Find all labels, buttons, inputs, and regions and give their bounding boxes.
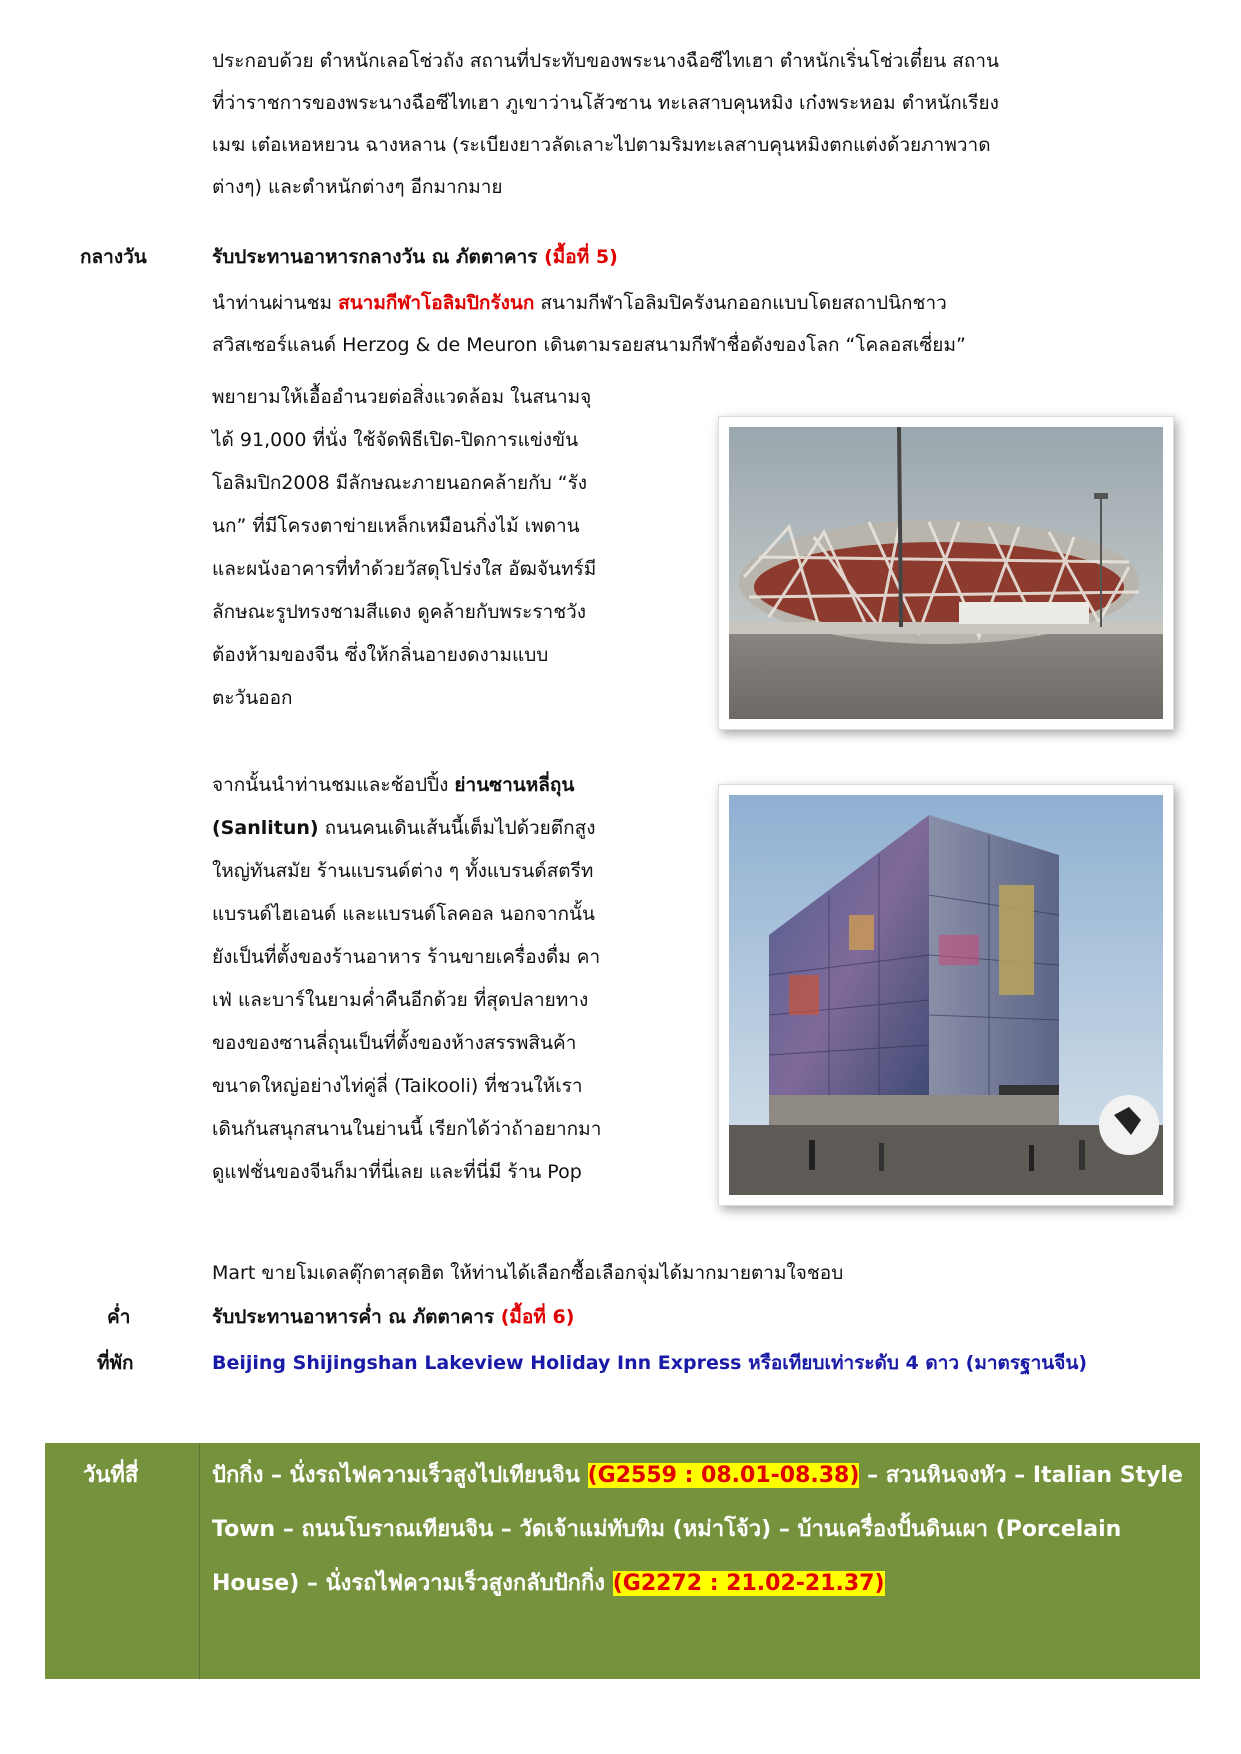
hotel-text: Beijing Shijingshan Lakeview Holiday Inn Express หรือเทียบเท่าระดับ 4 ดาว (มาตรฐานจีน): [212, 1352, 1088, 1374]
train-time-return: (G2272 : 21.02-21.37): [612, 1571, 885, 1596]
lunch-description: รับประทานอาหารกลางวัน ณ ภัตตาคาร: [212, 246, 538, 268]
dinner-description: รับประทานอาหารค่ำ ณ ภัตตาคาร: [212, 1306, 495, 1328]
dinner-meal-number: (มื้อที่ 6): [500, 1306, 575, 1328]
sanlitun-image: [729, 795, 1163, 1195]
stadium-wrap-line: นก” ที่มีโครงตาข่ายเหล็กเหมือนกิ่งไม้ เพดาน: [212, 515, 580, 537]
day-four-itinerary: [200, 1443, 1200, 1679]
sanlitun-line-2: [212, 807, 692, 850]
stadium-wrap-line: ตะวันออก: [212, 687, 293, 709]
intro-paragraph: [212, 40, 1192, 208]
sanlitun-line-1: [212, 764, 692, 807]
lunch-meal-number: (มื้อที่ 5): [544, 246, 618, 268]
day-four-part-2: – สวนหินจงหัว – Italian Style Town – ถนนโบราณเทียนจิน – วัดเจ้าแม่ทับทิม (หม่าโจ้ว) – บ้านเครื่องปั้นดินเผา (Porcelain House) – นั่งรถไฟความเร็วสูงกลับปักกิ่ง: [212, 1463, 1183, 1596]
day-four-label: วันที่สี่: [45, 1443, 200, 1679]
stadium-line1-pre: นำท่านผ่านชม: [212, 292, 339, 314]
sanlitun-building-photo: [718, 784, 1174, 1206]
stadium-wrap-line: ต้องห้ามของจีน ซึ่งให้กลิ่นอายงดงามแบบ: [212, 644, 549, 666]
stadium-line-2: สวิสเซอร์แลนด์ Herzog & de Meuron เดินตามรอยสนามกีฬาชื่อดังของโลก “โคลอสเซี่ยม”: [212, 334, 966, 356]
intro-line: เมฆ เต๋อเหอหยวน ฉางหลาน (ระเบียงยาวลัดเลาะไปตามริมทะเลสาบคุนหมิงตกแต่งด้วยภาพวาด: [212, 134, 991, 156]
intro-line: ประกอบด้วย ตำหนักเลอโช่วถัง สถานที่ประทับของพระนางฉือซีไทเฮา ตำหนักเริ่นโช่วเตี๋ยน สถาน: [212, 50, 1000, 72]
stadium-line-1: [212, 282, 1192, 324]
dinner-text: [212, 1296, 1192, 1338]
sanlitun-last-line: Mart ขายโมเดลตุ๊กตาสุดฮิต ให้ท่านได้เลือกซื้อเลือกจุ่มได้มากมายตามใจชอบ: [212, 1262, 844, 1284]
sanlitun-wrap-line: เดินกันสนุกสนานในย่านนี้ เรียกได้ว่าถ้าอยากมา: [212, 1118, 602, 1140]
stadium-intro: [212, 282, 1192, 366]
stadium-line1-post: สนามกีฬาโอลิมปิครังนกออกแบบโดยสถาปนิกชาว: [534, 292, 947, 314]
sanlitun-wrap-line: ของของซานลี่ถุนเป็นที่ตั้งของห้างสรรพสินค้า: [212, 1032, 577, 1054]
stadium-image: [729, 427, 1163, 719]
sanlitun-wrap-line: ใหญ่ทันสมัย ร้านแบรนด์ต่าง ๆ ทั้งแบรนด์สตรีท: [212, 860, 594, 882]
stadium-wrap-line: ได้ 91,000 ที่นั่ง ใช้จัดพิธีเปิด-ปิดการแข่งขัน: [212, 429, 579, 451]
sanlitun-wrap-line: ขนาดใหญ่อย่างไท่คู่ลี่ (Taikooli) ที่ชวนให้เรา: [212, 1075, 583, 1097]
stadium-wrap-line: โอลิมปิก2008 มีลักษณะภายนอกคล้ายกับ “รัง: [212, 472, 588, 494]
sanlitun-name: ย่านซานหลี่ถุน: [454, 774, 575, 796]
sanlitun-english-name: (Sanlitun): [212, 817, 319, 839]
sanlitun-line2-post: ถนนคนเดินเส้นนี้เต็มไปด้วยตึกสูง: [318, 817, 596, 839]
sanlitun-description: [212, 764, 692, 1194]
hotel-label: ที่พัก: [97, 1352, 134, 1374]
sanlitun-wrap-line: ยังเป็นที่ตั้งของร้านอาหาร ร้านขายเครื่องดื่ม คา: [212, 946, 601, 968]
day-four-part-1: ปักกิ่ง – นั่งรถไฟความเร็วสูงไปเทียนจิน: [212, 1463, 588, 1488]
sanlitun-wrap-line: แบรนด์ไฮเอนด์ และแบรนด์โลคอล นอกจากนั้น: [212, 903, 596, 925]
lunch-text: [212, 236, 1192, 278]
lunch-label: กลางวัน: [80, 246, 147, 268]
stadium-wrap-line: พยายามให้เอื้ออำนวยต่อสิ่งแวดล้อม ในสนามจุ: [212, 386, 592, 408]
stadium-description: [212, 376, 692, 720]
dinner-label: ค่ำ: [107, 1306, 131, 1328]
stadium-wrap-line: และผนังอาคารที่ทำด้วยวัสดุโปร่งใส อัฒจันทร์มี: [212, 558, 597, 580]
birds-nest-stadium-photo: [718, 416, 1174, 730]
train-time-outbound: (G2559 : 08.01-08.38): [587, 1463, 860, 1488]
stadium-wrap-line: ลักษณะรูปทรงชามสีแดง ดูคล้ายกับพระราชวัง: [212, 601, 587, 623]
intro-line: ที่ว่าราชการของพระนางฉือซีไทเฮา ภูเขาว่านโส้วซาน ทะเลสาบคุนหมิง เก๋งพระหอม ตำหนักเรียง: [212, 92, 999, 114]
intro-line: ต่างๆ) และตำหนักต่างๆ อีกมากมาย: [212, 176, 503, 198]
sanlitun-line1-pre: จากนั้นนำท่านชมและช้อปปิ้ง: [212, 774, 455, 796]
sanlitun-wrap-line: เฟ่ และบาร์ในยามค่ำคืนอีกด้วย ที่สุดปลายทาง: [212, 989, 589, 1011]
day-four-header: [45, 1443, 1200, 1679]
sanlitun-wrap-line: ดูแฟชั่นของจีนก็มาที่นี่เลย และที่นี่มี ร้าน Pop: [212, 1161, 582, 1183]
stadium-name: สนามกีฬาโอลิมปิกรังนก: [338, 292, 535, 314]
